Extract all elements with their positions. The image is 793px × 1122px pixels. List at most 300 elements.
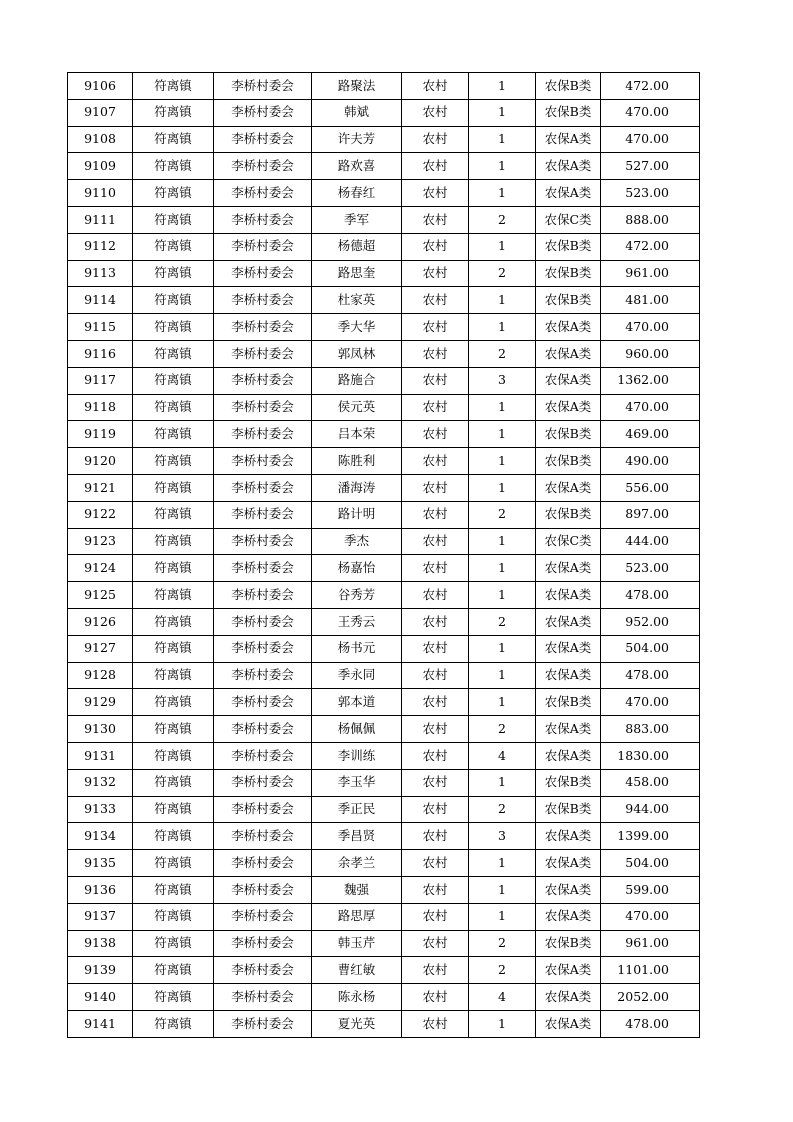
- person-name-cell: 王秀云: [312, 608, 402, 635]
- table-row: [68, 689, 700, 716]
- village-committee-cell: 李桥村委会: [214, 662, 312, 689]
- amount-cell: 1101.00: [601, 957, 700, 984]
- amount-cell: 944.00: [601, 796, 700, 823]
- town-cell: 符离镇: [133, 126, 214, 153]
- record-id-cell: 9136: [68, 876, 133, 903]
- household-count-cell: 1: [469, 180, 536, 207]
- area-type-cell: 农村: [402, 394, 469, 421]
- insurance-category-cell: 农保B类: [536, 287, 601, 314]
- insurance-category-cell: 农保A类: [536, 823, 601, 850]
- town-cell: 符离镇: [133, 1010, 214, 1037]
- area-type-cell: 农村: [402, 206, 469, 233]
- table-row: [68, 474, 700, 501]
- area-type-cell: 农村: [402, 340, 469, 367]
- town-cell: 符离镇: [133, 984, 214, 1011]
- town-cell: 符离镇: [133, 769, 214, 796]
- area-type-cell: 农村: [402, 850, 469, 877]
- town-cell: 符离镇: [133, 689, 214, 716]
- town-cell: 符离镇: [133, 340, 214, 367]
- table-row: [68, 126, 700, 153]
- amount-cell: 470.00: [601, 689, 700, 716]
- village-committee-cell: 李桥村委会: [214, 796, 312, 823]
- area-type-cell: 农村: [402, 180, 469, 207]
- person-name-cell: 魏强: [312, 876, 402, 903]
- insurance-category-cell: 农保A类: [536, 394, 601, 421]
- amount-cell: 556.00: [601, 474, 700, 501]
- amount-cell: 481.00: [601, 287, 700, 314]
- household-count-cell: 4: [469, 742, 536, 769]
- area-type-cell: 农村: [402, 689, 469, 716]
- person-name-cell: 季永同: [312, 662, 402, 689]
- record-id-cell: 9113: [68, 260, 133, 287]
- town-cell: 符离镇: [133, 394, 214, 421]
- amount-cell: 897.00: [601, 501, 700, 528]
- table-row: [68, 608, 700, 635]
- village-committee-cell: 李桥村委会: [214, 206, 312, 233]
- town-cell: 符离镇: [133, 314, 214, 341]
- insurance-category-cell: 农保B类: [536, 796, 601, 823]
- village-committee-cell: 李桥村委会: [214, 501, 312, 528]
- village-committee-cell: 李桥村委会: [214, 180, 312, 207]
- insurance-category-cell: 农保A类: [536, 126, 601, 153]
- record-id-cell: 9114: [68, 287, 133, 314]
- amount-cell: 470.00: [601, 126, 700, 153]
- household-count-cell: 1: [469, 99, 536, 126]
- record-id-cell: 9123: [68, 528, 133, 555]
- table-row: [68, 769, 700, 796]
- insurance-category-cell: 农保A类: [536, 850, 601, 877]
- household-count-cell: 2: [469, 206, 536, 233]
- person-name-cell: 郭凤林: [312, 340, 402, 367]
- village-committee-cell: 李桥村委会: [214, 984, 312, 1011]
- record-id-cell: 9128: [68, 662, 133, 689]
- area-type-cell: 农村: [402, 662, 469, 689]
- household-count-cell: 1: [469, 1010, 536, 1037]
- household-count-cell: 1: [469, 153, 536, 180]
- household-count-cell: 1: [469, 903, 536, 930]
- amount-cell: 960.00: [601, 340, 700, 367]
- table-row: [68, 823, 700, 850]
- area-type-cell: 农村: [402, 126, 469, 153]
- town-cell: 符离镇: [133, 662, 214, 689]
- table-row: [68, 796, 700, 823]
- person-name-cell: 杨德超: [312, 233, 402, 260]
- area-type-cell: 农村: [402, 796, 469, 823]
- table-row: [68, 984, 700, 1011]
- insurance-category-cell: 农保B类: [536, 448, 601, 475]
- area-type-cell: 农村: [402, 876, 469, 903]
- household-count-cell: 1: [469, 314, 536, 341]
- person-name-cell: 路计明: [312, 501, 402, 528]
- town-cell: 符离镇: [133, 287, 214, 314]
- insurance-category-cell: 农保A类: [536, 555, 601, 582]
- town-cell: 符离镇: [133, 582, 214, 609]
- household-count-cell: 1: [469, 287, 536, 314]
- record-id-cell: 9141: [68, 1010, 133, 1037]
- village-committee-cell: 李桥村委会: [214, 367, 312, 394]
- person-name-cell: 曹红敏: [312, 957, 402, 984]
- person-name-cell: 杜家英: [312, 287, 402, 314]
- town-cell: 符离镇: [133, 233, 214, 260]
- table-row: [68, 287, 700, 314]
- table-row: [68, 367, 700, 394]
- person-name-cell: 陈胜利: [312, 448, 402, 475]
- town-cell: 符离镇: [133, 528, 214, 555]
- amount-cell: 1399.00: [601, 823, 700, 850]
- insurance-category-cell: 农保B类: [536, 689, 601, 716]
- table-row: [68, 582, 700, 609]
- record-id-cell: 9124: [68, 555, 133, 582]
- person-name-cell: 李玉华: [312, 769, 402, 796]
- insurance-category-cell: 农保C类: [536, 528, 601, 555]
- table-row: [68, 233, 700, 260]
- village-committee-cell: 李桥村委会: [214, 126, 312, 153]
- town-cell: 符离镇: [133, 206, 214, 233]
- insurance-category-cell: 农保B类: [536, 769, 601, 796]
- town-cell: 符离镇: [133, 180, 214, 207]
- village-committee-cell: 李桥村委会: [214, 394, 312, 421]
- amount-cell: 1362.00: [601, 367, 700, 394]
- record-id-cell: 9138: [68, 930, 133, 957]
- person-name-cell: 余孝兰: [312, 850, 402, 877]
- village-committee-cell: 李桥村委会: [214, 555, 312, 582]
- table-row: [68, 73, 700, 100]
- person-name-cell: 路施合: [312, 367, 402, 394]
- village-committee-cell: 李桥村委会: [214, 340, 312, 367]
- record-id-cell: 9122: [68, 501, 133, 528]
- person-name-cell: 季正民: [312, 796, 402, 823]
- village-committee-cell: 李桥村委会: [214, 689, 312, 716]
- record-id-cell: 9121: [68, 474, 133, 501]
- person-name-cell: 路思奎: [312, 260, 402, 287]
- town-cell: 符离镇: [133, 421, 214, 448]
- area-type-cell: 农村: [402, 984, 469, 1011]
- records-table: [67, 72, 700, 1038]
- area-type-cell: 农村: [402, 608, 469, 635]
- table-row: [68, 421, 700, 448]
- amount-cell: 490.00: [601, 448, 700, 475]
- insurance-category-cell: 农保A类: [536, 582, 601, 609]
- household-count-cell: 1: [469, 448, 536, 475]
- insurance-category-cell: 农保A类: [536, 153, 601, 180]
- town-cell: 符离镇: [133, 635, 214, 662]
- village-committee-cell: 李桥村委会: [214, 957, 312, 984]
- table-row: [68, 180, 700, 207]
- insurance-category-cell: 农保A类: [536, 180, 601, 207]
- town-cell: 符离镇: [133, 474, 214, 501]
- village-committee-cell: 李桥村委会: [214, 716, 312, 743]
- area-type-cell: 农村: [402, 448, 469, 475]
- town-cell: 符离镇: [133, 73, 214, 100]
- record-id-cell: 9107: [68, 99, 133, 126]
- household-count-cell: 1: [469, 126, 536, 153]
- record-id-cell: 9119: [68, 421, 133, 448]
- record-id-cell: 9115: [68, 314, 133, 341]
- record-id-cell: 9117: [68, 367, 133, 394]
- record-id-cell: 9139: [68, 957, 133, 984]
- household-count-cell: 1: [469, 474, 536, 501]
- table-row: [68, 340, 700, 367]
- record-id-cell: 9140: [68, 984, 133, 1011]
- household-count-cell: 1: [469, 769, 536, 796]
- town-cell: 符离镇: [133, 608, 214, 635]
- village-committee-cell: 李桥村委会: [214, 233, 312, 260]
- area-type-cell: 农村: [402, 742, 469, 769]
- record-id-cell: 9130: [68, 716, 133, 743]
- record-id-cell: 9132: [68, 769, 133, 796]
- area-type-cell: 农村: [402, 957, 469, 984]
- record-id-cell: 9108: [68, 126, 133, 153]
- area-type-cell: 农村: [402, 582, 469, 609]
- record-id-cell: 9120: [68, 448, 133, 475]
- amount-cell: 469.00: [601, 421, 700, 448]
- record-sheet: [67, 72, 699, 1038]
- household-count-cell: 2: [469, 957, 536, 984]
- amount-cell: 1830.00: [601, 742, 700, 769]
- person-name-cell: 季昌贤: [312, 823, 402, 850]
- town-cell: 符离镇: [133, 448, 214, 475]
- table-row: [68, 903, 700, 930]
- table-row: [68, 260, 700, 287]
- table-row: [68, 153, 700, 180]
- record-id-cell: 9137: [68, 903, 133, 930]
- amount-cell: 444.00: [601, 528, 700, 555]
- village-committee-cell: 李桥村委会: [214, 287, 312, 314]
- village-committee-cell: 李桥村委会: [214, 608, 312, 635]
- person-name-cell: 侯元英: [312, 394, 402, 421]
- area-type-cell: 农村: [402, 314, 469, 341]
- household-count-cell: 3: [469, 823, 536, 850]
- amount-cell: 888.00: [601, 206, 700, 233]
- town-cell: 符离镇: [133, 555, 214, 582]
- insurance-category-cell: 农保B类: [536, 421, 601, 448]
- person-name-cell: 吕本荣: [312, 421, 402, 448]
- household-count-cell: 1: [469, 689, 536, 716]
- household-count-cell: 2: [469, 340, 536, 367]
- record-id-cell: 9118: [68, 394, 133, 421]
- household-count-cell: 1: [469, 528, 536, 555]
- town-cell: 符离镇: [133, 796, 214, 823]
- insurance-category-cell: 农保A类: [536, 340, 601, 367]
- household-count-cell: 1: [469, 394, 536, 421]
- amount-cell: 504.00: [601, 850, 700, 877]
- village-committee-cell: 李桥村委会: [214, 448, 312, 475]
- amount-cell: 961.00: [601, 260, 700, 287]
- household-count-cell: 2: [469, 260, 536, 287]
- person-name-cell: 李训练: [312, 742, 402, 769]
- household-count-cell: 1: [469, 635, 536, 662]
- amount-cell: 504.00: [601, 635, 700, 662]
- person-name-cell: 许夫芳: [312, 126, 402, 153]
- household-count-cell: 4: [469, 984, 536, 1011]
- amount-cell: 883.00: [601, 716, 700, 743]
- insurance-category-cell: 农保B类: [536, 930, 601, 957]
- village-committee-cell: 李桥村委会: [214, 73, 312, 100]
- person-name-cell: 夏光英: [312, 1010, 402, 1037]
- table-row: [68, 99, 700, 126]
- insurance-category-cell: 农保B类: [536, 260, 601, 287]
- person-name-cell: 路思厚: [312, 903, 402, 930]
- person-name-cell: 杨佩佩: [312, 716, 402, 743]
- village-committee-cell: 李桥村委会: [214, 769, 312, 796]
- amount-cell: 961.00: [601, 930, 700, 957]
- amount-cell: 470.00: [601, 394, 700, 421]
- village-committee-cell: 李桥村委会: [214, 903, 312, 930]
- household-count-cell: 1: [469, 582, 536, 609]
- table-row: [68, 876, 700, 903]
- village-committee-cell: 李桥村委会: [214, 528, 312, 555]
- area-type-cell: 农村: [402, 153, 469, 180]
- area-type-cell: 农村: [402, 421, 469, 448]
- village-committee-cell: 李桥村委会: [214, 582, 312, 609]
- town-cell: 符离镇: [133, 153, 214, 180]
- person-name-cell: 陈永杨: [312, 984, 402, 1011]
- insurance-category-cell: 农保A类: [536, 984, 601, 1011]
- person-name-cell: 杨嘉怡: [312, 555, 402, 582]
- table-row: [68, 555, 700, 582]
- insurance-category-cell: 农保A类: [536, 608, 601, 635]
- village-committee-cell: 李桥村委会: [214, 99, 312, 126]
- village-committee-cell: 李桥村委会: [214, 876, 312, 903]
- household-count-cell: 2: [469, 930, 536, 957]
- town-cell: 符离镇: [133, 501, 214, 528]
- area-type-cell: 农村: [402, 823, 469, 850]
- record-id-cell: 9129: [68, 689, 133, 716]
- table-row: [68, 850, 700, 877]
- table-row: [68, 394, 700, 421]
- household-count-cell: 1: [469, 421, 536, 448]
- village-committee-cell: 李桥村委会: [214, 153, 312, 180]
- person-name-cell: 潘海涛: [312, 474, 402, 501]
- insurance-category-cell: 农保B类: [536, 99, 601, 126]
- table-row: [68, 528, 700, 555]
- town-cell: 符离镇: [133, 903, 214, 930]
- table-row: [68, 314, 700, 341]
- amount-cell: 523.00: [601, 555, 700, 582]
- person-name-cell: 季军: [312, 206, 402, 233]
- household-count-cell: 2: [469, 716, 536, 743]
- household-count-cell: 1: [469, 662, 536, 689]
- person-name-cell: 杨书元: [312, 635, 402, 662]
- insurance-category-cell: 农保A类: [536, 367, 601, 394]
- table-row: [68, 448, 700, 475]
- village-committee-cell: 李桥村委会: [214, 314, 312, 341]
- amount-cell: 2052.00: [601, 984, 700, 1011]
- town-cell: 符离镇: [133, 716, 214, 743]
- town-cell: 符离镇: [133, 260, 214, 287]
- amount-cell: 470.00: [601, 99, 700, 126]
- table-row: [68, 930, 700, 957]
- area-type-cell: 农村: [402, 501, 469, 528]
- amount-cell: 478.00: [601, 1010, 700, 1037]
- person-name-cell: 韩斌: [312, 99, 402, 126]
- record-id-cell: 9126: [68, 608, 133, 635]
- area-type-cell: 农村: [402, 1010, 469, 1037]
- insurance-category-cell: 农保C类: [536, 206, 601, 233]
- household-count-cell: 1: [469, 555, 536, 582]
- person-name-cell: 郭本道: [312, 689, 402, 716]
- person-name-cell: 谷秀芳: [312, 582, 402, 609]
- person-name-cell: 路欢喜: [312, 153, 402, 180]
- record-id-cell: 9106: [68, 73, 133, 100]
- town-cell: 符离镇: [133, 742, 214, 769]
- records-table-body: [68, 73, 700, 1038]
- village-committee-cell: 李桥村委会: [214, 742, 312, 769]
- town-cell: 符离镇: [133, 99, 214, 126]
- table-row: [68, 206, 700, 233]
- record-id-cell: 9112: [68, 233, 133, 260]
- area-type-cell: 农村: [402, 635, 469, 662]
- village-committee-cell: 李桥村委会: [214, 823, 312, 850]
- town-cell: 符离镇: [133, 367, 214, 394]
- table-row: [68, 662, 700, 689]
- household-count-cell: 3: [469, 367, 536, 394]
- record-id-cell: 9131: [68, 742, 133, 769]
- record-id-cell: 9125: [68, 582, 133, 609]
- household-count-cell: 1: [469, 876, 536, 903]
- household-count-cell: 1: [469, 73, 536, 100]
- amount-cell: 952.00: [601, 608, 700, 635]
- town-cell: 符离镇: [133, 876, 214, 903]
- table-row: [68, 957, 700, 984]
- amount-cell: 458.00: [601, 769, 700, 796]
- insurance-category-cell: 农保A类: [536, 876, 601, 903]
- insurance-category-cell: 农保A类: [536, 474, 601, 501]
- record-id-cell: 9111: [68, 206, 133, 233]
- area-type-cell: 农村: [402, 716, 469, 743]
- village-committee-cell: 李桥村委会: [214, 474, 312, 501]
- household-count-cell: 2: [469, 608, 536, 635]
- amount-cell: 523.00: [601, 180, 700, 207]
- insurance-category-cell: 农保A类: [536, 716, 601, 743]
- town-cell: 符离镇: [133, 930, 214, 957]
- village-committee-cell: 李桥村委会: [214, 260, 312, 287]
- area-type-cell: 农村: [402, 528, 469, 555]
- record-id-cell: 9134: [68, 823, 133, 850]
- insurance-category-cell: 农保B类: [536, 233, 601, 260]
- household-count-cell: 1: [469, 233, 536, 260]
- record-id-cell: 9127: [68, 635, 133, 662]
- area-type-cell: 农村: [402, 555, 469, 582]
- record-id-cell: 9109: [68, 153, 133, 180]
- table-row: [68, 635, 700, 662]
- town-cell: 符离镇: [133, 823, 214, 850]
- amount-cell: 472.00: [601, 73, 700, 100]
- village-committee-cell: 李桥村委会: [214, 635, 312, 662]
- village-committee-cell: 李桥村委会: [214, 421, 312, 448]
- table-row: [68, 501, 700, 528]
- insurance-category-cell: 农保A类: [536, 742, 601, 769]
- amount-cell: 478.00: [601, 662, 700, 689]
- area-type-cell: 农村: [402, 474, 469, 501]
- area-type-cell: 农村: [402, 930, 469, 957]
- village-committee-cell: 李桥村委会: [214, 850, 312, 877]
- person-name-cell: 季大华: [312, 314, 402, 341]
- insurance-category-cell: 农保A类: [536, 314, 601, 341]
- table-row: [68, 716, 700, 743]
- town-cell: 符离镇: [133, 957, 214, 984]
- insurance-category-cell: 农保A类: [536, 662, 601, 689]
- area-type-cell: 农村: [402, 99, 469, 126]
- area-type-cell: 农村: [402, 287, 469, 314]
- insurance-category-cell: 农保A类: [536, 957, 601, 984]
- area-type-cell: 农村: [402, 769, 469, 796]
- area-type-cell: 农村: [402, 233, 469, 260]
- insurance-category-cell: 农保B类: [536, 73, 601, 100]
- amount-cell: 470.00: [601, 314, 700, 341]
- insurance-category-cell: 农保A类: [536, 903, 601, 930]
- insurance-category-cell: 农保B类: [536, 501, 601, 528]
